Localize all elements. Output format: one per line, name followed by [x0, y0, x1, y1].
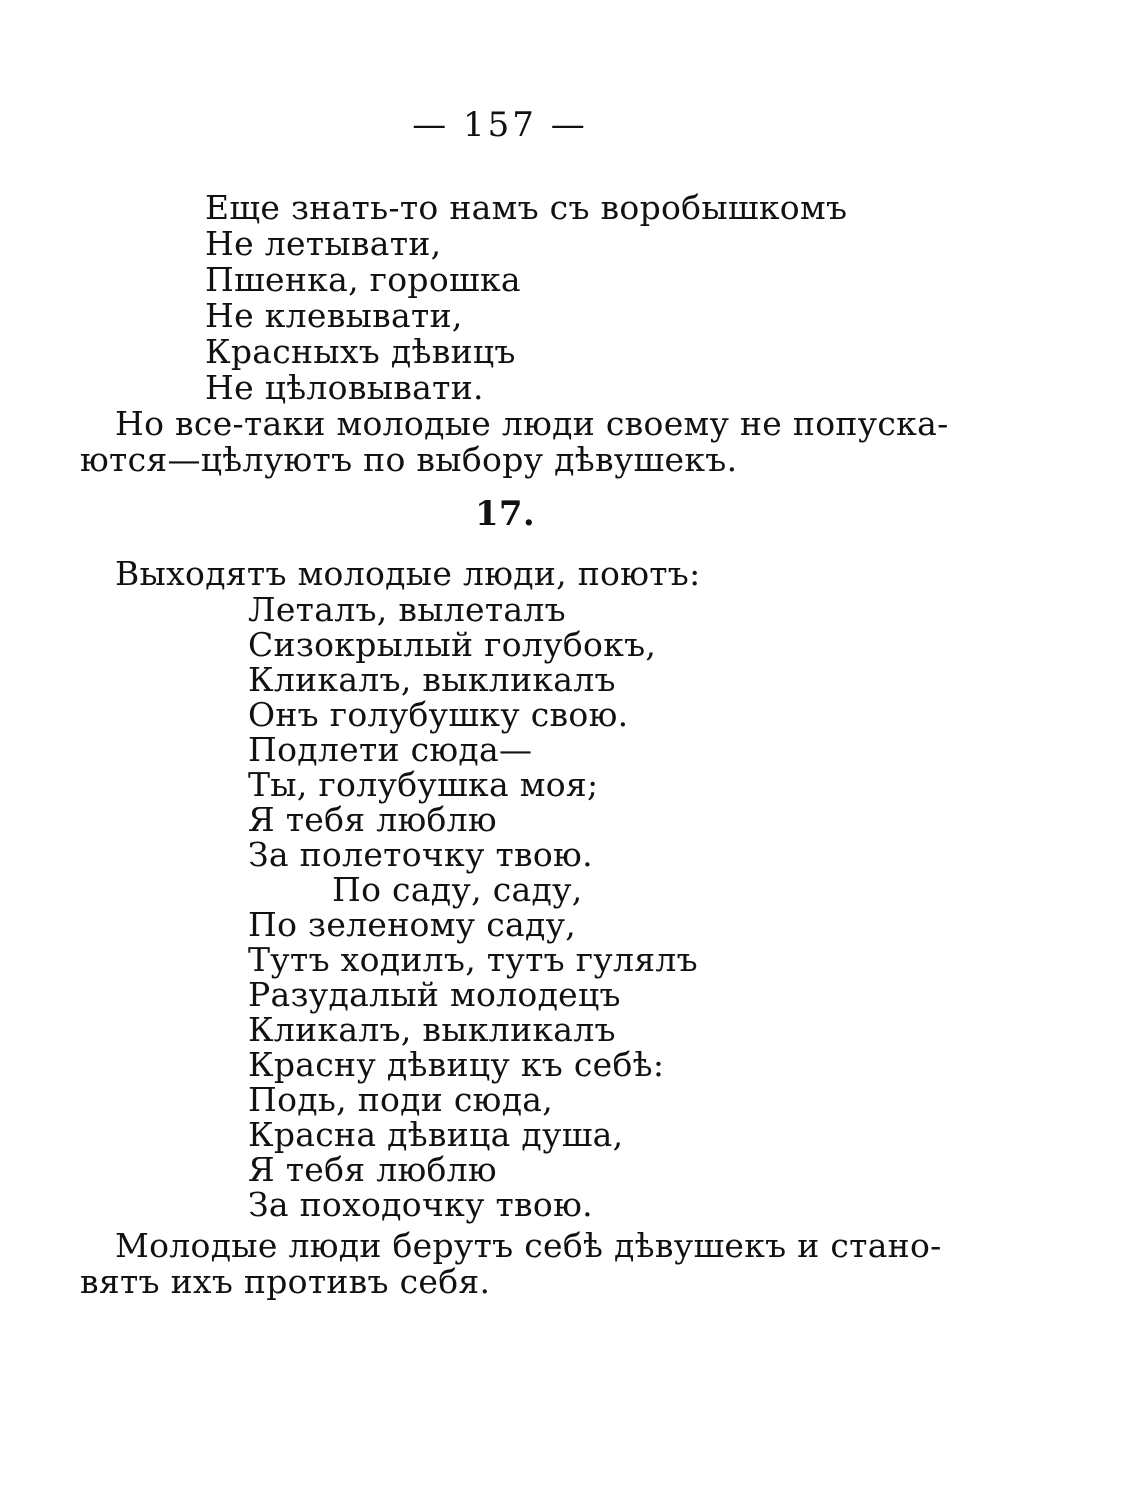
verse-line: Ты, голубушка моя;	[248, 765, 599, 804]
paragraph-2: Выходятъ молодые люди, поютъ:	[115, 554, 701, 593]
verse-line: Не клевывати,	[205, 296, 463, 335]
verse-line: Кликалъ, выкликалъ	[248, 1010, 616, 1049]
verse-line: Еще знать-то намъ съ воробышкомъ	[205, 188, 848, 227]
section-number: 17.	[474, 494, 536, 534]
verse-line: Тутъ ходилъ, тутъ гулялъ	[248, 940, 698, 979]
verse-line: Леталъ, вылеталъ	[248, 590, 566, 629]
verse-line: За походочку твою.	[248, 1185, 593, 1224]
verse-line: Я тебя люблю	[248, 1150, 497, 1189]
page-number: — 157 —	[412, 105, 588, 145]
verse-line: Сизокрылый голубокъ,	[248, 625, 657, 664]
verse-line: Красныхъ дѣвицъ	[205, 332, 516, 371]
verse-line: Красну дѣвицу къ себѣ:	[248, 1045, 665, 1084]
verse-line: Онъ голубушку свою.	[248, 695, 629, 734]
verse-line: Не летывати,	[205, 224, 442, 263]
prose-line: Молодые люди берутъ себѣ дѣвушекъ и стано-	[115, 1226, 942, 1265]
verse-line: Подлети сюда—	[248, 730, 533, 769]
verse-line: По зеленому саду,	[248, 905, 577, 944]
verse-line: Не цѣловывати.	[205, 368, 484, 407]
verse-line: Кликалъ, выкликалъ	[248, 660, 616, 699]
verse-line: Пшенка, горошка	[205, 260, 521, 299]
verse-line: По саду, саду,	[332, 870, 583, 909]
prose-line: Но все-таки молодые люди своему не попуска-	[115, 404, 949, 443]
prose-line: вятъ ихъ противъ себя.	[80, 1262, 491, 1301]
verse-line: Разудалый молодецъ	[248, 975, 621, 1014]
verse-line: Красна дѣвица душа,	[248, 1115, 624, 1154]
prose-line: ются—цѣлуютъ по выбору дѣвушекъ.	[80, 440, 738, 479]
verse-line: Подь, поди сюда,	[248, 1080, 554, 1119]
verse-line: Я тебя люблю	[248, 800, 497, 839]
verse-line: За полеточку твою.	[248, 835, 593, 874]
